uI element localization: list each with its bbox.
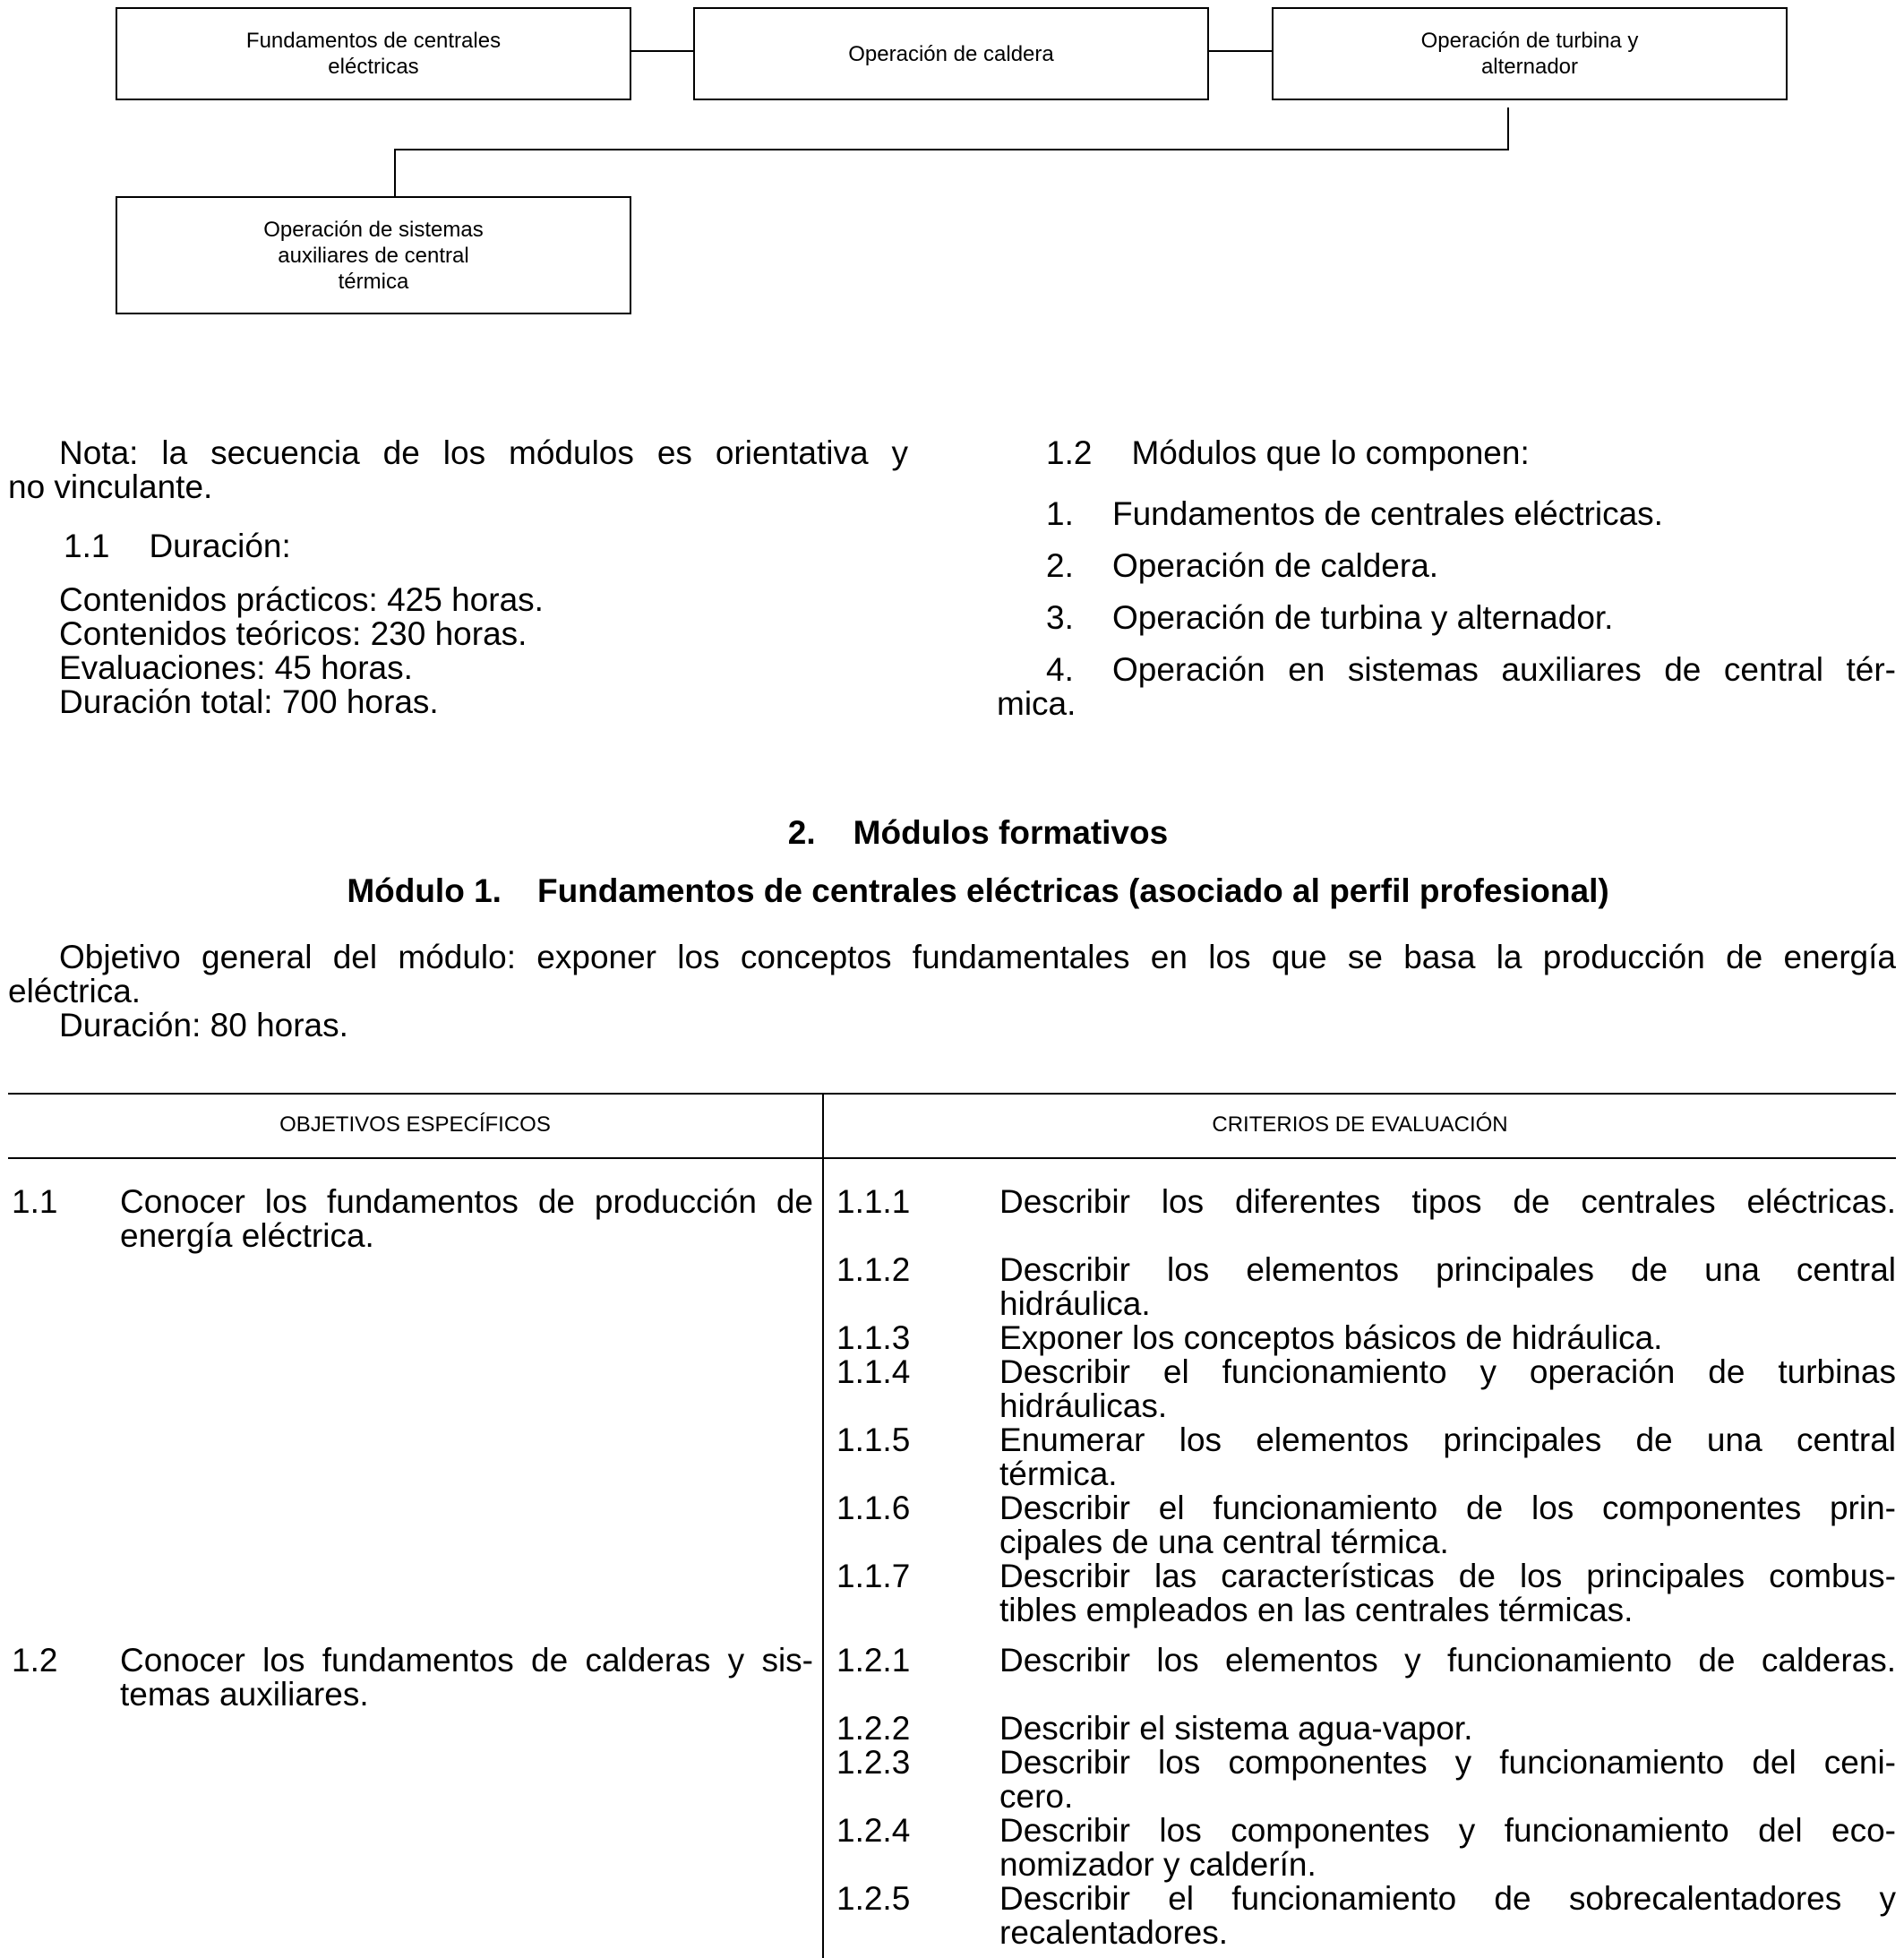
connector-1-2: [631, 50, 693, 52]
duracion-heading-title: Duración:: [149, 528, 291, 564]
modulo-item-num: 4.: [1046, 651, 1074, 688]
criterion-text: Enumerar los elementos principales de una central térmica.: [999, 1421, 1896, 1492]
modulo-item: 1. Fundamentos de centrales eléctricas.: [1046, 495, 1663, 532]
objective-text: Conocer los fundamentos de producción de energía eléctrica.: [120, 1183, 813, 1254]
criterion-text: Describir el sistema agua-vapor.: [999, 1710, 1473, 1747]
criterion-text: Describir los componentes y funcionamiento del eco- nomizador y calderín.: [999, 1812, 1896, 1883]
criterion-text: Describir los elementos y funcionamiento de calderas.: [999, 1642, 1896, 1679]
connector-horizontal: [394, 149, 1509, 150]
criterion-num: 1.2.3: [836, 1744, 911, 1781]
duracion-line: Evaluaciones: 45 horas.: [59, 649, 413, 686]
objective-num: 1.2: [12, 1642, 58, 1679]
modulos-heading-num: 1.2: [1046, 434, 1093, 471]
diagram-box-caldera: Operación de caldera: [693, 7, 1209, 100]
criterion-text: Describir el funcionamiento de los componentes prin- cipales de una central térmica.: [999, 1490, 1896, 1560]
duracion-heading: [64, 529, 291, 563]
criterion-num: 1.1.6: [836, 1490, 911, 1526]
nota-line-2: no vinculante.: [8, 468, 213, 505]
criterion-num: 1.2.5: [836, 1880, 911, 1917]
duracion-line: Duración total: 700 horas.: [59, 683, 439, 720]
module-heading: [0, 874, 1904, 908]
diagram-box-turbina: Operación de turbina y alternador: [1272, 7, 1788, 100]
connector-2-3: [1209, 50, 1272, 52]
module-num: Módulo 1.: [347, 872, 502, 909]
table-top-rule: [8, 1093, 1896, 1095]
criterion-num: 1.2.4: [836, 1812, 911, 1849]
connector-3-down: [1507, 107, 1509, 150]
criterion-num: 1.1.3: [836, 1319, 911, 1356]
modulo-item-text: Operación en sistemas auxiliares de central tér-: [1112, 651, 1896, 688]
section-heading: [0, 816, 1904, 850]
duracion-line: Contenidos prácticos: 425 horas.: [59, 581, 544, 618]
modulo-item: 2. Operación de caldera.: [1046, 547, 1439, 584]
header-objetivos: OBJETIVOS ESPECÍFICOS: [279, 1112, 551, 1137]
criterion-text: Describir las características de los principales combus- tibles empleados en las centrales térmicas.: [999, 1558, 1896, 1628]
criterion-num: 1.2.2: [836, 1710, 911, 1747]
section-title: Módulos formativos: [853, 814, 1169, 851]
duracion-line: Contenidos teóricos: 230 horas.: [59, 615, 527, 652]
diagram-box-auxiliares: Operación de sistemas auxiliares de central térmica: [116, 196, 631, 314]
module-duration: Duración: 80 horas.: [59, 1007, 348, 1043]
objective-text: Conocer los fundamentos de calderas y sis- temas auxiliares.: [120, 1642, 813, 1713]
criterion-text: Describir los diferentes tipos de centrales eléctricas.: [999, 1183, 1896, 1220]
nota-line-1: Nota: la secuencia de los módulos es orientativa y: [59, 434, 908, 471]
table-column-divider: [822, 1093, 824, 1958]
table-header-rule: [8, 1157, 1896, 1159]
criterion-text: Describir el funcionamiento y operación de turbinas hidráulicas.: [999, 1353, 1896, 1424]
connector-4-up: [394, 149, 396, 198]
criterion-num: 1.1.2: [836, 1251, 911, 1288]
objective-num: 1.1: [12, 1183, 58, 1220]
modulo-item-cont: mica.: [997, 685, 1076, 722]
header-criterios: CRITERIOS DE EVALUACIÓN: [1212, 1112, 1508, 1137]
modulos-heading: [1046, 436, 1530, 470]
criterion-num: 1.2.1: [836, 1642, 911, 1679]
diagram-box-fundamentos: Fundamentos de centrales eléctricas: [116, 7, 631, 100]
criterion-text: Describir los elementos principales de una central hidráulica.: [999, 1251, 1896, 1322]
duracion-heading-num: 1.1: [64, 528, 110, 564]
section-num: 2.: [787, 814, 816, 851]
criterion-num: 1.1.1: [836, 1183, 911, 1220]
modulo-item: 3. Operación de turbina y alternador.: [1046, 599, 1614, 636]
modulos-heading-title: Módulos que lo componen:: [1131, 434, 1530, 471]
criterion-text: Describir el funcionamiento de sobrecalentadores y recalentadores.: [999, 1880, 1896, 1951]
criterion-num: 1.1.4: [836, 1353, 911, 1390]
module-title: Fundamentos de centrales eléctricas (asociado al perfil profesional): [536, 872, 1609, 909]
objective-line-1: Objetivo general del módulo: exponer los conceptos fundamentales en los que se basa la producción de energía: [59, 939, 1896, 975]
criterion-text: Exponer los conceptos básicos de hidráulica.: [999, 1319, 1663, 1356]
criterion-num: 1.1.5: [836, 1421, 911, 1458]
objective-line-2: eléctrica.: [8, 973, 142, 1009]
criterion-text: Describir los componentes y funcionamiento del ceni- cero.: [999, 1744, 1896, 1815]
criterion-num: 1.1.7: [836, 1558, 911, 1594]
